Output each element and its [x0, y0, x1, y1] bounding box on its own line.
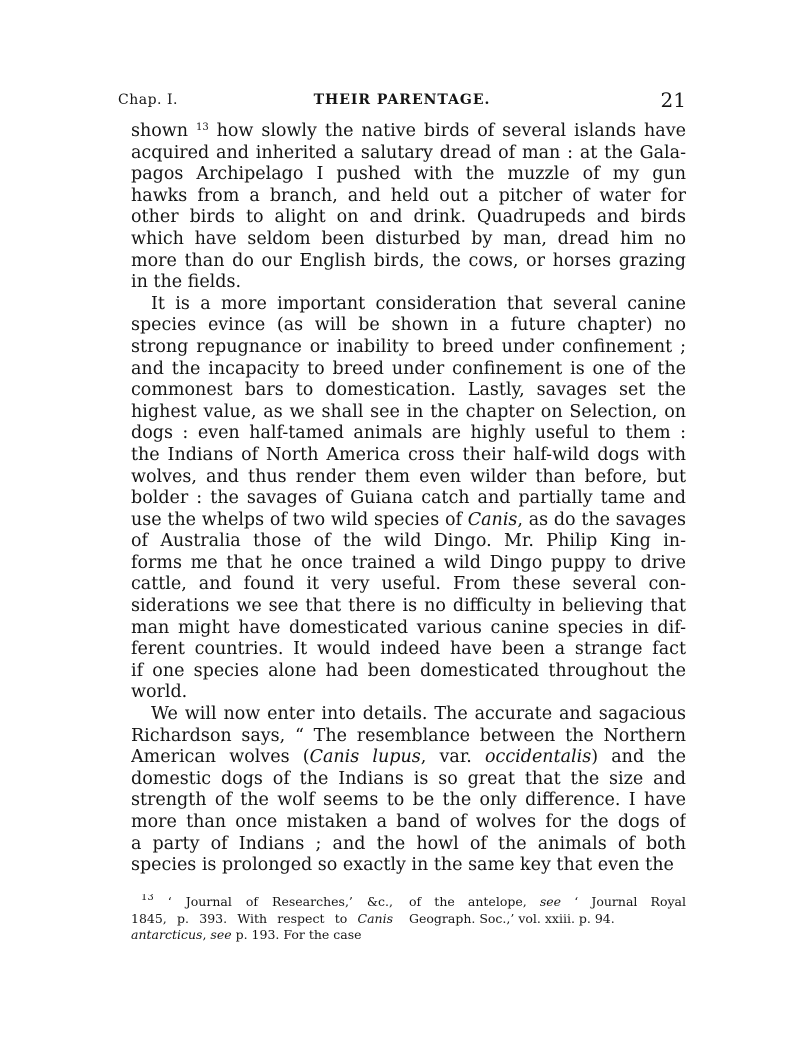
running-header [118, 88, 686, 114]
text-line: highest value, as we shall see in the chapter on Selection, on [131, 401, 686, 422]
text-line: Richardson says, “ The resemblance between the Northern [131, 725, 686, 746]
text-line: strength of the wolf seems to be the only difference. I have [131, 790, 686, 811]
text-line: hawks from a branch, and held out a pitcher of water for [131, 185, 686, 206]
footnote-column-right [409, 894, 686, 927]
text-line: which have seldom been disturbed by man, dread him no [131, 228, 686, 249]
text-line: commonest bars to domestication. Lastly, savages set the [131, 380, 686, 401]
text-line: species evince (as will be shown in a future chapter) no [131, 315, 686, 336]
chapter-label: Chap. I. [118, 92, 178, 108]
footnote-line: 1845, p. 393. With respect to Canis [131, 910, 393, 926]
text-line: siderations we see that there is no difficulty in believing that [131, 596, 686, 617]
footnote-line: antarcticus, see p. 193. For the case [131, 927, 362, 942]
text-line: bolder : the savages of Guiana catch and partially tame and [131, 488, 686, 509]
text-line: acquired and inherited a salutary dread of man : at the Gala- [131, 142, 686, 163]
text-line: the Indians of North America cross their half-wild dogs with [131, 444, 686, 465]
footnote-line: Geograph. Soc.,’ vol. xxiii. p. 94. [409, 910, 615, 926]
footnote-column-left [131, 894, 393, 944]
footnote-line: $^{13}$ ‘ Journal of Researches,’ &c., [141, 894, 393, 909]
text-line: forms me that he once trained a wild Dingo puppy to drive [131, 552, 686, 573]
text-line: shown $^{13}$ how slowly the native birds of several islands have [131, 121, 686, 141]
text-line: and the incapacity to breed under confinement is one of the [131, 358, 686, 379]
text-line: more than do our English birds, the cows, or horses grazing [131, 250, 686, 271]
text-line: wolves, and thus render them even wilder than before, but [131, 466, 686, 487]
running-title: THEIR PARENTAGE. [313, 92, 491, 108]
text-line: cattle, and found it very useful. From these several con- [131, 574, 686, 595]
text-line: in the fields. [131, 272, 242, 293]
footnote-line: of the antelope, see ‘ Journal Royal [409, 894, 686, 909]
text-line: ferent countries. It would indeed have been a strange fact [131, 639, 686, 660]
footnotes [131, 894, 686, 946]
text-line: strong repugnance or inability to breed under confinement ; [131, 336, 686, 357]
body-text [131, 121, 686, 877]
text-line: of Australia those of the wild Dingo. Mr. Philip King in- [131, 531, 686, 552]
text-line: species is prolonged so exactly in the same key that even the [131, 855, 674, 876]
text-line: if one species alone had been domesticated throughout the [131, 660, 686, 681]
text-line: more than once mistaken a band of wolves for the dogs of [131, 812, 686, 832]
text-line: pagos Archipelago I pushed with the muzzle of my gun [131, 164, 686, 185]
text-line: It is a more important consideration that several canine [151, 293, 686, 314]
text-line: American wolves (Canis lupus, var. occidentalis) and the [131, 747, 686, 768]
text-line: man might have domesticated various canine species in dif- [131, 617, 686, 638]
text-line: use the whelps of two wild species of Canis, as do the savages [131, 509, 686, 530]
text-line: world. [131, 682, 188, 703]
text-line: domestic dogs of the Indians is so great that the size and [131, 768, 686, 789]
text-line: a party of Indians ; and the howl of the animals of both [131, 833, 686, 854]
text-line: We will now enter into details. The accurate and sagacious [151, 704, 686, 725]
text-line: other birds to alight on and drink. Quadrupeds and birds [131, 207, 686, 228]
page-number: 21 [660, 88, 686, 112]
text-line: dogs : even half-tamed animals are highly useful to them : [131, 423, 686, 444]
